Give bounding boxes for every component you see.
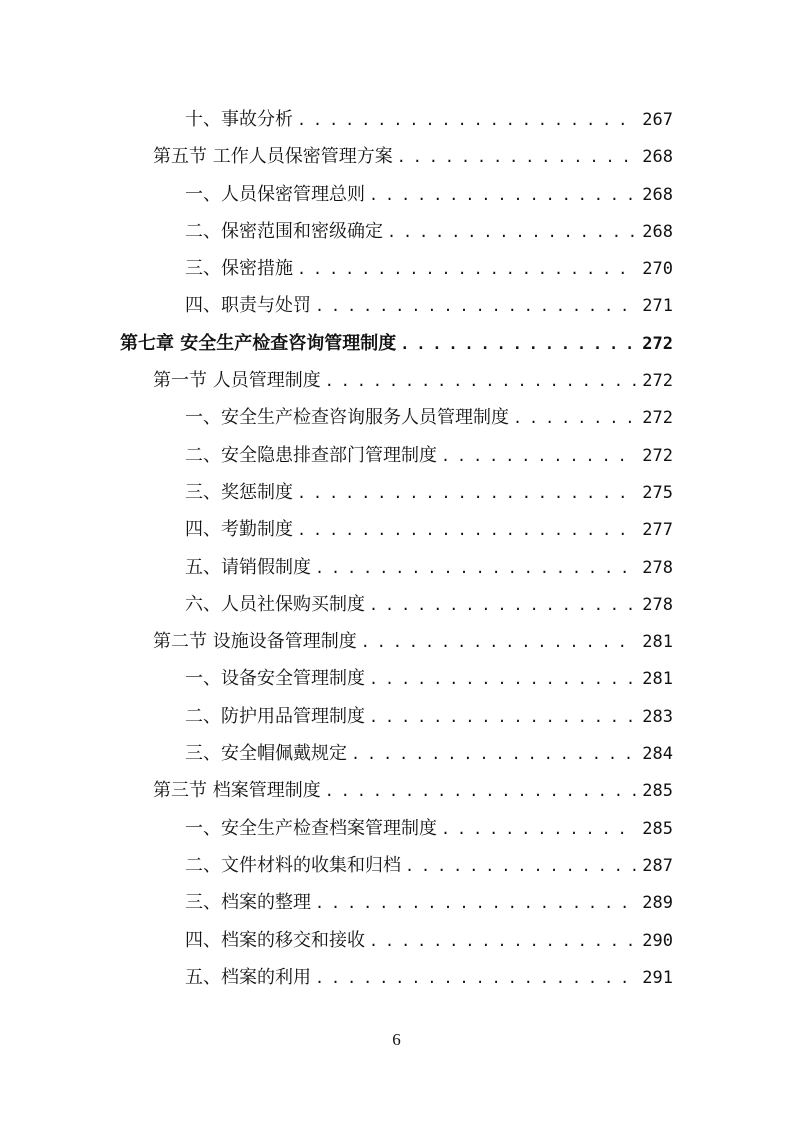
dot-leader	[315, 550, 636, 587]
toc-entry[interactable]	[0, 623, 793, 660]
dot-leader	[441, 811, 636, 848]
toc-entry-title: 一、设备安全管理制度	[185, 668, 365, 690]
toc-entry-page: 272	[642, 445, 673, 466]
toc-entry[interactable]	[0, 698, 793, 735]
toc-entry[interactable]	[0, 922, 793, 959]
toc-entry[interactable]	[0, 772, 793, 809]
dot-leader	[441, 438, 636, 475]
toc-entry[interactable]	[0, 847, 793, 884]
toc-entry-title: 四、档案的移交和接收	[185, 929, 365, 951]
dot-leader	[405, 848, 636, 885]
dot-leader	[351, 736, 636, 773]
toc-entry-page: 284	[642, 744, 673, 765]
toc-entry-title: 一、人员保密管理总则	[185, 183, 365, 205]
toc-entry-title: 五、请销假制度	[185, 556, 311, 578]
dot-leader	[325, 363, 637, 400]
toc-entry[interactable]	[0, 437, 793, 474]
toc-entry[interactable]	[0, 959, 793, 996]
toc-entry[interactable]	[0, 735, 793, 772]
dot-leader	[297, 102, 636, 139]
toc-entry[interactable]	[0, 138, 793, 175]
toc-entry[interactable]	[0, 399, 793, 436]
toc-entry-title: 四、考勤制度	[185, 519, 293, 541]
toc-entry-page: 277	[642, 520, 673, 541]
dot-leader	[315, 288, 636, 325]
toc-entry-page: 275	[642, 482, 673, 503]
toc-entry-title: 第二节 设施设备管理制度	[153, 631, 357, 653]
dot-leader	[297, 251, 636, 288]
toc-entry-page: 270	[642, 259, 673, 280]
toc-entry[interactable]	[0, 362, 793, 399]
toc-entry-page: 283	[642, 706, 673, 727]
toc-entry-page: 268	[642, 147, 673, 168]
toc-entry-page: 281	[642, 632, 673, 653]
toc-entry-title: 三、档案的整理	[185, 892, 311, 914]
toc-entry-page: 285	[642, 781, 673, 802]
toc-entry[interactable]	[0, 660, 793, 697]
toc-entry[interactable]	[0, 287, 793, 324]
toc-entry-page: 271	[642, 296, 673, 317]
toc-entry[interactable]	[0, 325, 793, 362]
toc-entry-title: 第五节 工作人员保密管理方案	[153, 146, 393, 168]
dot-leader	[369, 587, 636, 624]
toc-entry-title: 第三节 档案管理制度	[153, 780, 321, 802]
dot-leader	[315, 885, 636, 922]
dot-leader	[397, 139, 637, 176]
toc-entry-title: 六、人员社保购买制度	[185, 593, 365, 615]
toc-entry-page: 268	[642, 184, 673, 205]
toc-entry-title: 二、安全隐患排查部门管理制度	[185, 444, 437, 466]
toc-entry-page: 281	[642, 669, 673, 690]
dot-leader	[369, 177, 636, 214]
toc-entry-title: 三、奖惩制度	[185, 481, 293, 503]
dot-leader	[297, 512, 636, 549]
toc-entry[interactable]	[0, 549, 793, 586]
toc-entry-title: 四、职责与处罚	[185, 295, 311, 317]
toc-entry-title: 三、安全帽佩戴规定	[185, 743, 347, 765]
toc-entry-title: 二、保密范围和密级确定	[185, 220, 383, 242]
toc-entry-page: 278	[642, 557, 673, 578]
toc-entry-title: 第一节 人员管理制度	[153, 370, 321, 392]
toc-entry[interactable]	[0, 213, 793, 250]
toc-entry-page: 268	[642, 221, 673, 242]
toc-entry-title: 一、安全生产检查档案管理制度	[185, 817, 437, 839]
dot-leader	[361, 624, 637, 661]
toc-entry[interactable]	[0, 250, 793, 287]
dot-leader	[369, 661, 636, 698]
toc-entry[interactable]	[0, 810, 793, 847]
toc-entry-title: 十、事故分析	[185, 109, 293, 130]
page-number: 6	[392, 1030, 401, 1049]
toc-entry-page: 272	[642, 371, 673, 392]
dot-leader	[297, 475, 636, 512]
toc-entry-page: 290	[642, 930, 673, 951]
toc-entry-title: 二、文件材料的收集和归档	[185, 854, 401, 876]
toc-entry-page: 291	[642, 967, 673, 988]
dot-leader	[369, 699, 636, 736]
toc-entry-title: 五、档案的利用	[185, 966, 311, 988]
toc-entry-title: 一、安全生产检查咨询服务人员管理制度	[185, 407, 509, 429]
toc-entry-page: 272	[642, 333, 673, 354]
toc-entry-page: 289	[642, 893, 673, 914]
toc-entry-title: 二、防护用品管理制度	[185, 705, 365, 727]
toc-entry-title: 三、保密措施	[185, 258, 293, 280]
dot-leader	[513, 400, 636, 437]
toc-entry[interactable]	[0, 586, 793, 623]
dot-leader	[387, 214, 636, 251]
toc-entry-page: 278	[642, 594, 673, 615]
table-of-contents	[0, 101, 793, 996]
toc-entry[interactable]	[0, 176, 793, 213]
dot-leader	[325, 773, 637, 810]
toc-entry[interactable]	[0, 511, 793, 548]
toc-entry-page: 285	[642, 818, 673, 839]
dot-leader	[400, 326, 636, 363]
toc-entry-page: 267	[642, 110, 673, 130]
toc-entry-page: 287	[642, 855, 673, 876]
dot-leader	[315, 960, 636, 997]
toc-entry-title: 第七章 安全生产检查咨询管理制度	[120, 332, 397, 354]
toc-entry[interactable]	[0, 884, 793, 921]
toc-entry[interactable]	[0, 101, 793, 138]
toc-entry-page: 272	[642, 408, 673, 429]
toc-entry[interactable]	[0, 474, 793, 511]
dot-leader	[369, 923, 636, 960]
